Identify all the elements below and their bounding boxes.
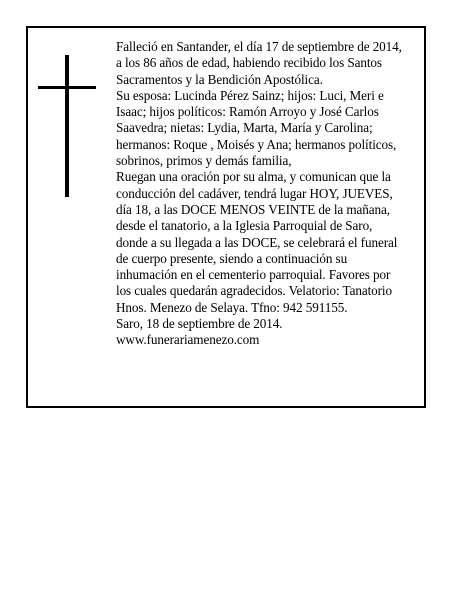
funeral-info-line: inhumación en el cementerio parroquial. Favores por [116, 267, 391, 283]
website-text: www.funerariamenezo.com [116, 332, 260, 348]
funeral-info-line: conducción del cadáver, tendrá lugar HOY, JUEVES, [116, 185, 393, 201]
wake-phone-line: Hnos. Menezo de Selaya. Tfno: 942 591155. [116, 299, 348, 315]
family-list-line: Su esposa: Lucinda Pérez Sainz; hijos: Luci, Meri e [116, 87, 384, 103]
obituary-line: Sacramentos y la Bendición Apostólica. [116, 71, 323, 87]
obituary-line: a los 86 años de edad, habiendo recibido los Santos [116, 55, 382, 71]
place-date-line: Saro, 18 de septiembre de 2014. [116, 316, 283, 332]
obituary-line: Falleció en Santander, el día 17 de septiembre de 2014, [116, 39, 402, 54]
funeral-info-line: de cuerpo presente, siendo a continuación su [116, 250, 348, 266]
family-list-line: Isaac; hijos políticos: Ramón Arroyo y José Carlos [116, 104, 379, 120]
family-list-line: Saavedra; nietas: Lydia, Marta, María y Carolina; [116, 120, 373, 136]
funeral-info-line: desde el tanatorio, a la Iglesia Parroquial de Saro, [116, 218, 373, 234]
family-list-line: hermanos: Roque , Moisés y Ana; hermanos políticos, [116, 136, 397, 152]
funeral-info-line: los cuales quedarán agradecidos. Velatorio: Tanatorio [116, 283, 392, 299]
funeral-info-line: día 18, a las DOCE MENOS VEINTE de la mañana, [116, 201, 390, 217]
cross-icon-vertical-bar [65, 55, 69, 197]
funeral-info-line: donde a su llegada a las DOCE, se celebrará el funeral [116, 234, 398, 250]
cross-icon-horizontal-bar [38, 86, 96, 89]
funeral-info-line: Ruegan una oración por su alma, y comunican que la [116, 169, 391, 185]
family-list-line: sobrinos, primos y demás familia, [116, 153, 292, 169]
obituary-text [116, 39, 418, 349]
